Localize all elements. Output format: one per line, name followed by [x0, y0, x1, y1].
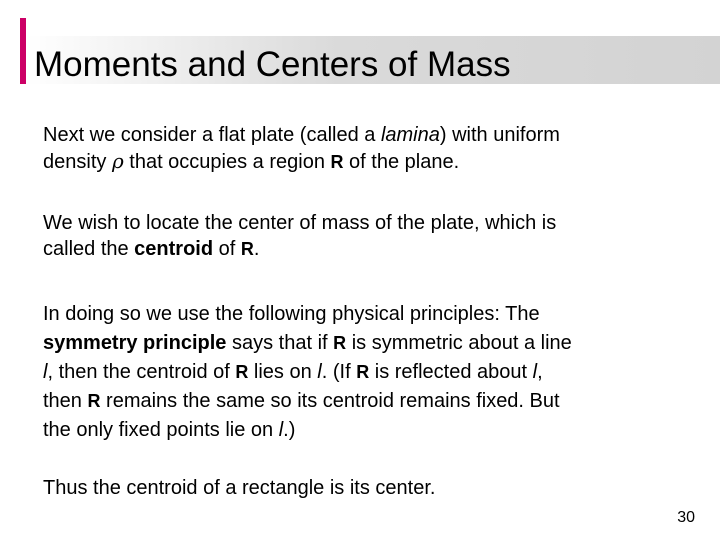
text-run: density — [43, 151, 112, 173]
paragraph-centroid — [43, 210, 556, 262]
text-run: We wish to locate the center of mass of the plate, which is — [43, 212, 557, 234]
text-run: . (If — [321, 361, 357, 383]
text-run: then — [43, 390, 88, 412]
symbol-rho: ρ — [111, 149, 124, 173]
symbol-region-r: R — [87, 391, 101, 411]
text-line: Thus the centroid of a rectangle is its center. — [43, 477, 436, 499]
text-run: that occupies a region — [123, 151, 331, 173]
symbol-region-r: R — [235, 362, 249, 382]
text-line — [43, 329, 572, 358]
symbol-region-r: R — [356, 362, 370, 382]
symbol-line-l: l — [317, 361, 322, 383]
text-run: In doing so we use the following physical principles: The — [43, 303, 540, 325]
text-line — [43, 300, 572, 329]
text-line — [43, 387, 572, 416]
paragraph-lamina — [43, 122, 560, 175]
text-line — [43, 236, 556, 262]
text-run: lies on — [248, 361, 318, 383]
text-line — [43, 148, 560, 175]
text-line — [43, 416, 572, 445]
symbol-region-r: R — [240, 239, 254, 259]
text-run: is reflected about — [369, 361, 533, 383]
page-number: 30 — [677, 509, 695, 526]
symbol-line-l: l — [278, 419, 284, 441]
symbol-line-l: l — [532, 361, 538, 383]
paragraph-symmetry-principle — [43, 300, 572, 445]
slide-title: Moments and Centers of Mass — [34, 45, 511, 84]
symbol-line-l: l — [43, 361, 48, 383]
text-run: ) with uniform — [439, 124, 560, 146]
term-symmetry-principle: symmetry principle — [43, 332, 227, 354]
text-run: of — [213, 238, 241, 260]
text-run: , — [537, 361, 543, 383]
term-lamina: lamina — [380, 124, 440, 146]
text-run: is symmetric about a line — [346, 332, 572, 354]
text-run: the only fixed points lie on — [43, 419, 279, 441]
text-line — [43, 122, 560, 148]
text-line — [43, 358, 572, 387]
text-run: called the — [43, 238, 135, 260]
text-run: of the plane. — [343, 151, 460, 173]
text-run: remains the same so its centroid remains fixed. But — [100, 390, 560, 412]
text-run: , then the centroid of — [47, 361, 236, 383]
text-run: .) — [283, 419, 296, 441]
paragraph-rectangle — [43, 475, 435, 501]
text-run: . — [253, 238, 260, 260]
symbol-region-r: R — [333, 333, 347, 353]
text-run: Next we consider a flat plate (called a — [43, 124, 381, 146]
symbol-region-r: R — [330, 152, 344, 172]
text-line — [43, 210, 556, 236]
term-centroid: centroid — [134, 238, 214, 260]
text-run: says that if — [226, 332, 334, 354]
